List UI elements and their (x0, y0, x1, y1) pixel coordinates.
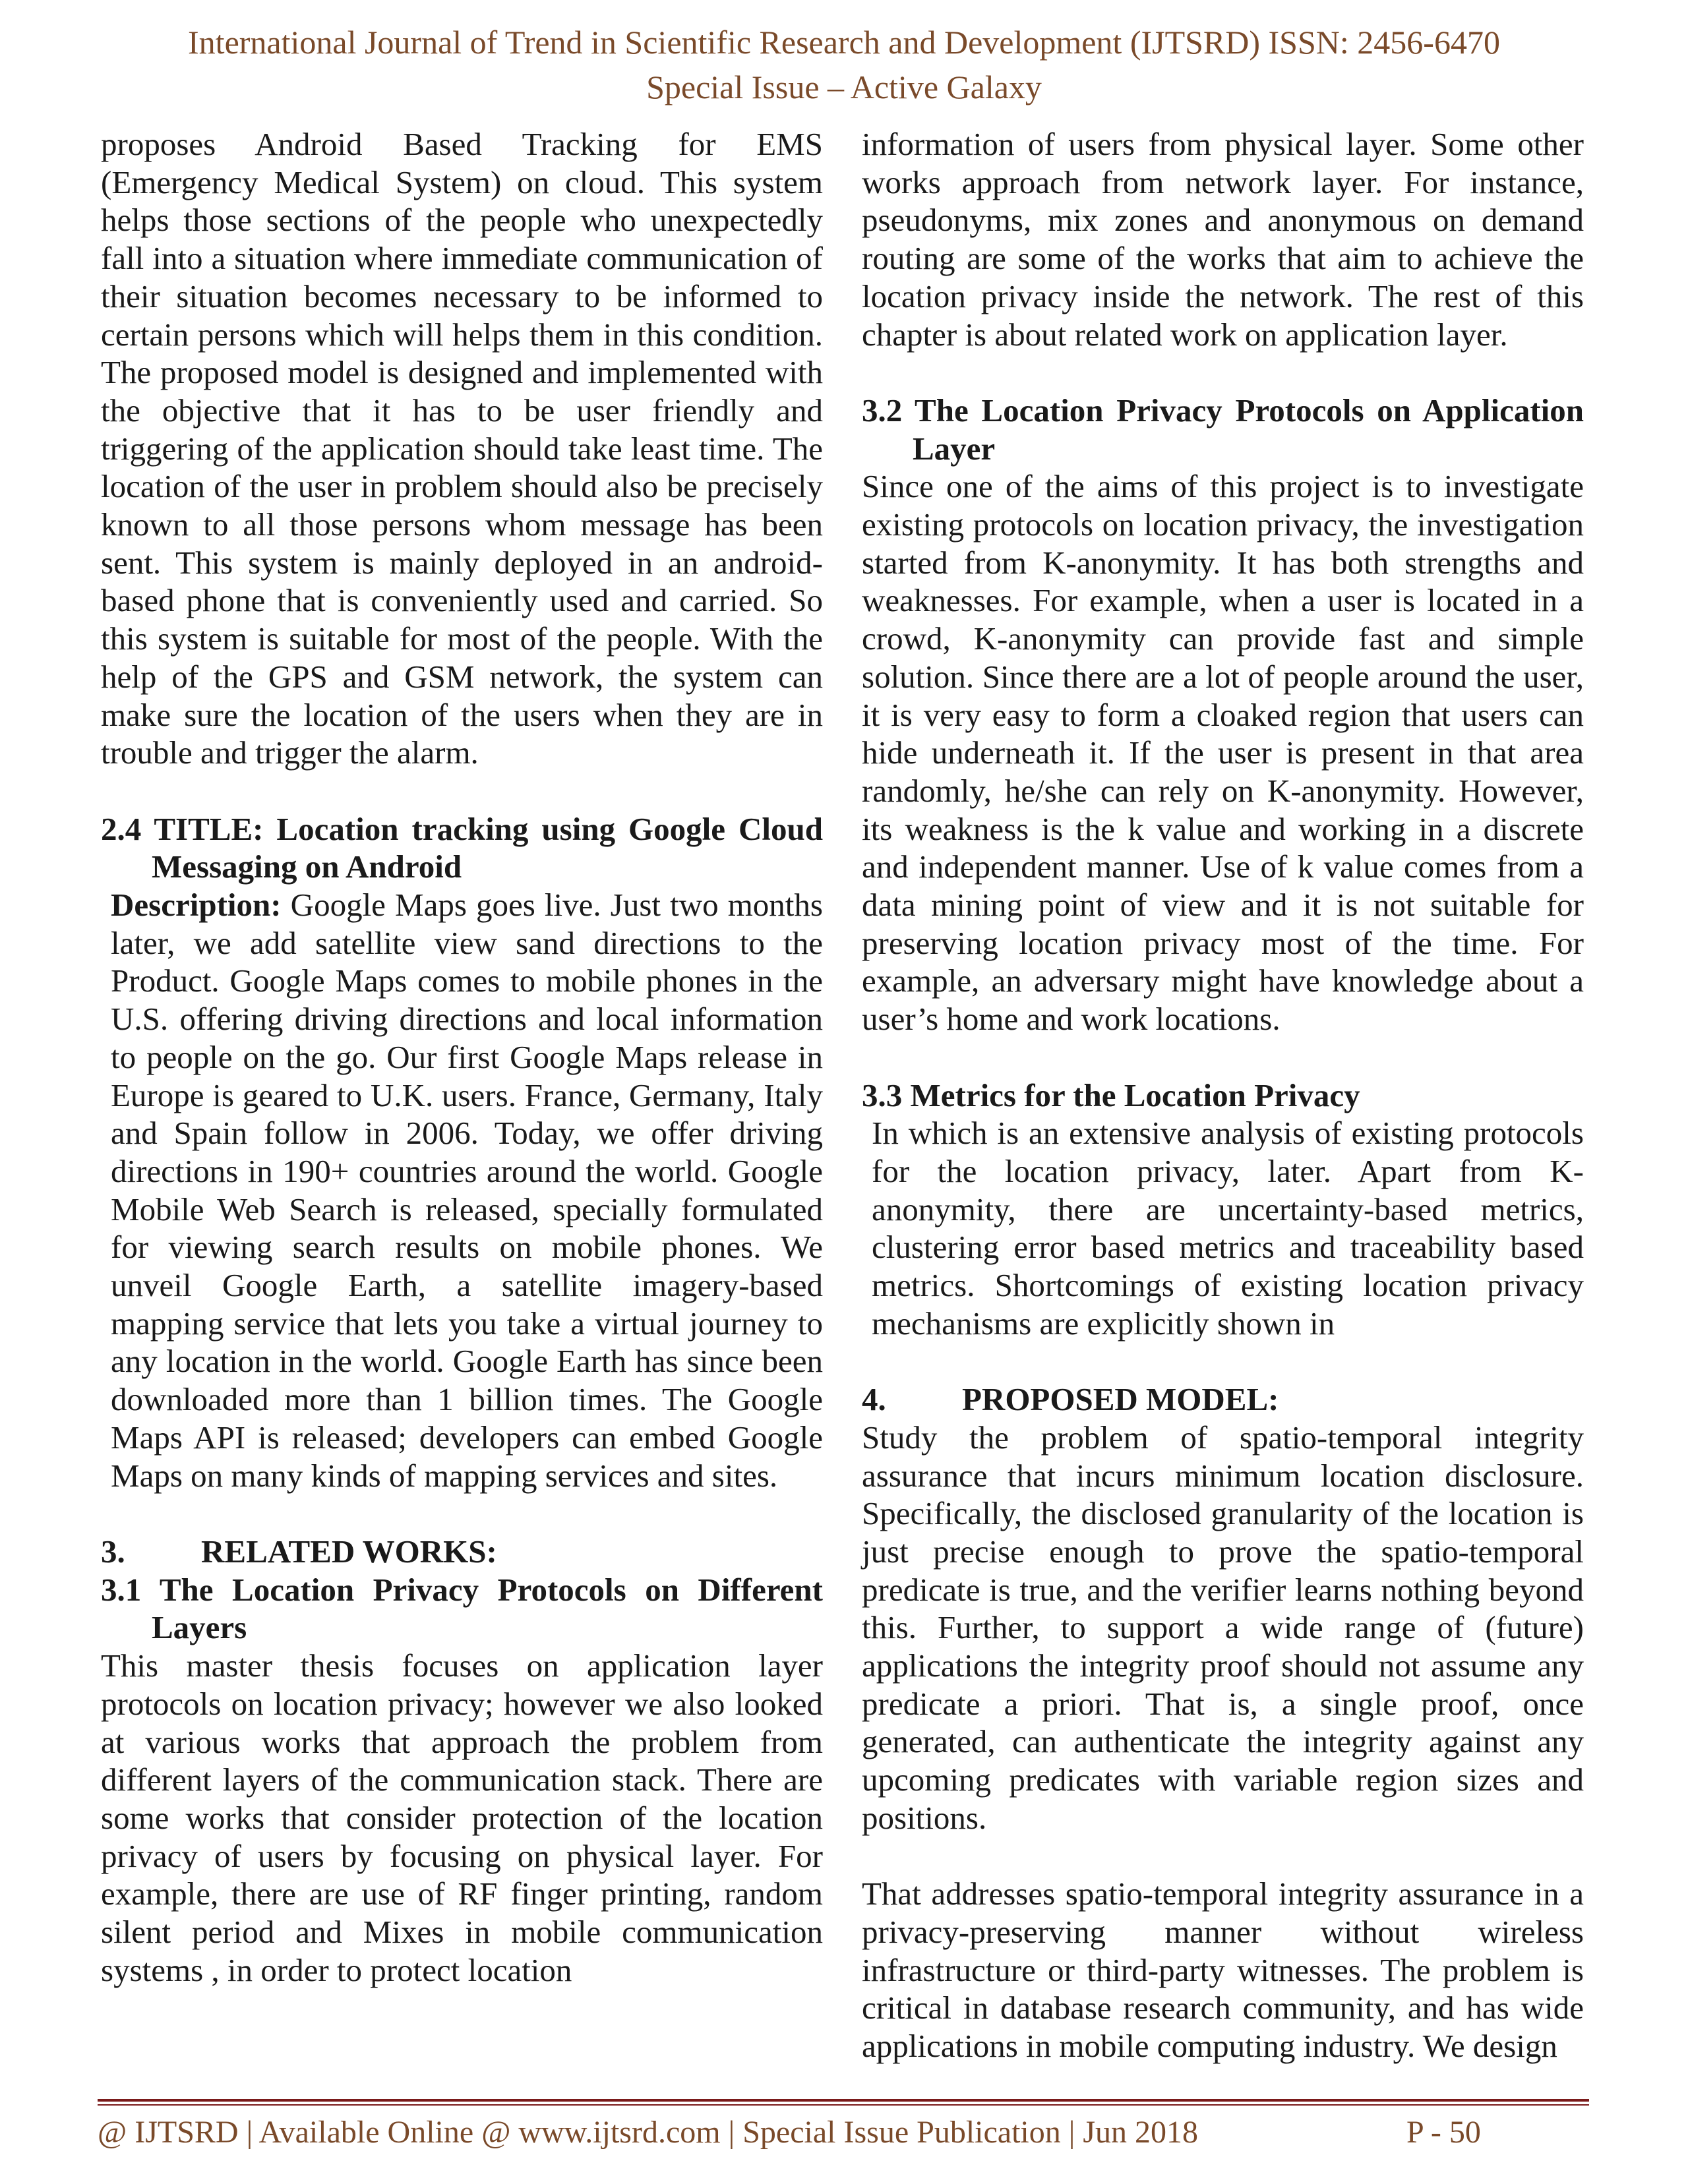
section-number: 4. (862, 1381, 886, 1418)
paragraph: That addresses spatio-temporal integrity assurance in a privacy-preserving manner without wireless infrastructure or third-party witnesses. The problem is critical in database research community, and has wide applications in mobile computing industry. We design (862, 1875, 1584, 2065)
page-footer (98, 2113, 1589, 2152)
section-heading-3 (101, 1533, 823, 1571)
subsection-heading-3-1: 3.1 The Location Privacy Protocols on Different Layers (101, 1571, 823, 1646)
page-number: P - 50 (1406, 2115, 1481, 2150)
paragraph: proposes Android Based Tracking for EMS (Emergency Medical System) on cloud. This system helps those sections of the people who unexpectedly fall into a situation where immediate communication of their situation becomes necessary to be informed to certain persons which will helps them in this condition. The proposed model is designed and implemented with the objective that it has to be user friendly and triggering of the application should take least time. The location of the user in problem should also be precisely known to all those persons whom message has been sent. This system is mainly deployed in an android-based phone that is conveniently used and carried. So this system is suitable for most of the people. With the help of the GPS and GSM network, the system can make sure the location of the users when they are in trouble and trigger the alarm. (101, 126, 823, 771)
paragraph: This master thesis focuses on application layer protocols on location privacy; however we also looked at various works that approach the problem from different layers of the communication stack. There are some works that consider protection of the location privacy of users by focusing on physical layer. For example, there are use of RF finger printing, random silent period and Mixes in mobile communication systems , in order to protect location (101, 1647, 823, 1988)
page-header (0, 20, 1688, 109)
footer-text: @ IJTSRD | Available Online @ www.ijtsrd.com | Special Issue Publication | Jun 2018 (98, 2115, 1199, 2150)
heading-text: Location tracking using Google Cloud Messaging on Android (152, 810, 823, 885)
section-title: RELATED WORKS: (201, 1533, 497, 1570)
section-number: 3. (101, 1533, 125, 1570)
heading-label: 2.4 TITLE: (101, 810, 264, 847)
paragraph: In which is an extensive analysis of existing protocols for the location privacy, later. Apart from K-anonymity, there are uncertainty-based metrics, clustering error based metrics and traceability based metrics. Shortcomings of existing location privacy mechanisms are explicitly shown in (872, 1115, 1584, 1342)
description-paragraph (101, 886, 823, 1494)
description-label: Description: (111, 887, 282, 924)
paragraph: Study the problem of spatio-temporal integrity assurance that incurs minimum location disclosure. Specifically, the disclosed granularity of the location is just precise enough to prove the spatio-temporal predicate is true, and the verifier learns nothing beyond this. Further, to support a wide range of (future) applications the integrity proof should not assume any predicate a priori. That is, a single proof, once generated, can authenticate the integrity against any upcoming predicates with variable region sizes and positions. (862, 1419, 1584, 1836)
journal-title: International Journal of Trend in Scientific Research and Development (IJTSRD) ISSN: 2456-6470 (188, 24, 1500, 61)
section-title: PROPOSED MODEL: (962, 1381, 1279, 1418)
right-column (862, 125, 1584, 2065)
subsection-heading-3-3: 3.3 Metrics for the Location Privacy (862, 1077, 1360, 1113)
footer-rule (98, 2099, 1589, 2106)
issue-title: Special Issue – Active Galaxy (646, 69, 1042, 105)
paragraph: information of users from physical layer. Some other works approach from network layer. For instance, pseudonyms, mix zones and anonymous on demand routing are some of the works that aim to achieve the location privacy inside the network. The rest of this chapter is about related work on application layer. (862, 126, 1584, 353)
description-text: Google Maps goes live. Just two months later, we add satellite view sand directions to the Product. Google Maps comes to mobile phones in the U.S. offering driving directions and local information to people on the go. Our first Google Maps release in Europe is geared to U.K. users. France, Germany, Italy and Spain follow in 2006. Today, we offer driving directions in 190+ countries around the world. Google Mobile Web Search is released, specially formulated for viewing search results on mobile phones. We unveil Google Earth, a satellite imagery-based mapping service that lets you take a virtual journey to any location in the world. Google Earth has since been downloaded more than 1 billion times. The Google Maps API is released; developers can embed Google Maps on many kinds of mapping services and sites. (111, 887, 823, 1494)
section-heading-4 (862, 1380, 1584, 1419)
subsection-heading-3-2: 3.2 The Location Privacy Protocols on Application Layer (862, 392, 1584, 467)
paragraph: Since one of the aims of this project is to investigate existing protocols on location privacy, the investigation started from K-anonymity. It has both strengths and weaknesses. For example, when a user is located in a crowd, K-anonymity can provide fast and simple solution. Since there are a lot of people around the user, it is very easy to form a cloaked region that users can hide underneath it. If the user is present in that area randomly, he/she can rely on K-anonymity. However, its weakness is the k value and working in a discrete and independent manner. Use of k value comes from a data mining point of view and it is not suitable for preserving location privacy most of the time. For example, an adversary might have knowledge about a user’s home and work locations. (862, 468, 1584, 1038)
section-heading-2-4 (101, 810, 823, 886)
left-column (101, 125, 823, 1989)
